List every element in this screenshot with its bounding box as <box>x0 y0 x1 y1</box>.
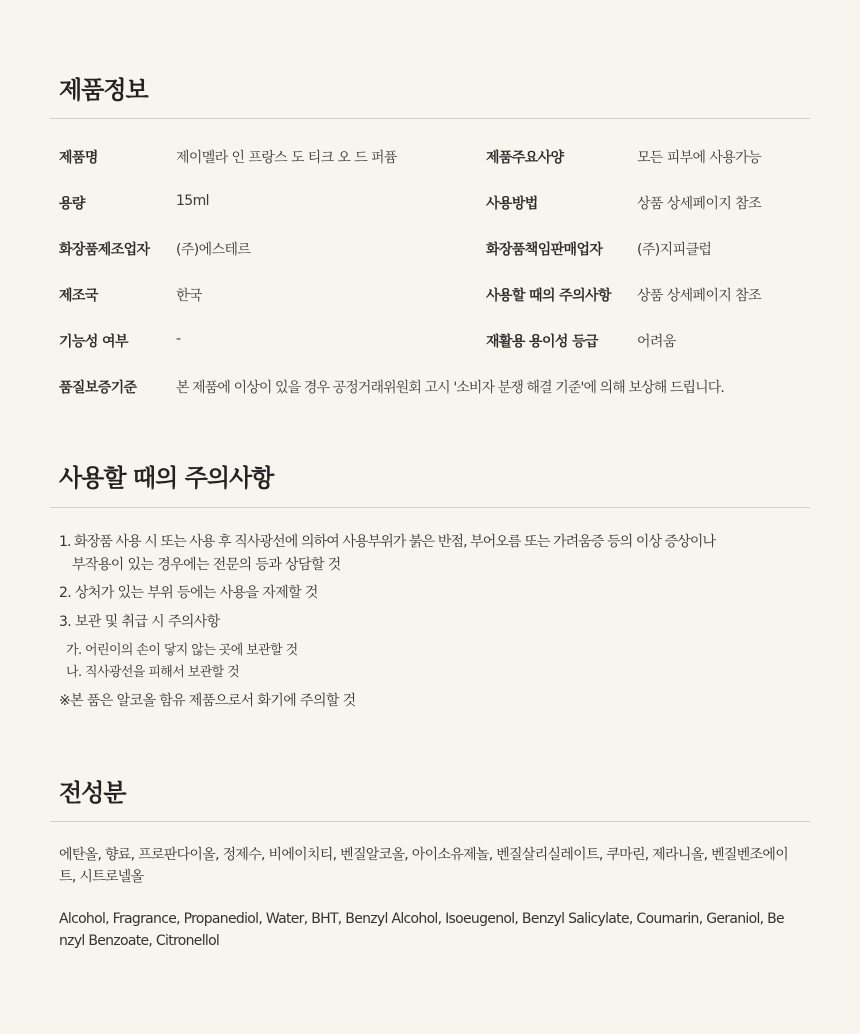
caution-item-3a: 가. 어린이의 손이 닿지 않는 곳에 보관할 것 <box>66 643 298 658</box>
spec-value: 상품 상세페이지 참조 <box>637 288 762 304</box>
spec-value: 한국 <box>176 288 202 304</box>
spec-label: 기능성 여부 <box>59 334 128 350</box>
caution-title: 사용할 때의 주의사항 <box>59 464 274 492</box>
spec-label: 제조국 <box>59 288 98 304</box>
spec-value: 어려움 <box>637 334 676 350</box>
spec-value: 제이멜라 인 프랑스 도 티크 오 드 퍼퓸 <box>176 150 397 166</box>
spec-value: 15ml <box>176 193 209 209</box>
spec-label: 제품명 <box>59 150 98 166</box>
spec-value: - <box>176 331 181 347</box>
caution-divider <box>50 507 810 508</box>
product-info-divider <box>50 118 810 119</box>
warranty-label: 품질보증기준 <box>59 380 137 396</box>
spec-label: 화장품제조업자 <box>59 242 150 258</box>
ingredients-divider <box>50 821 810 822</box>
spec-label: 사용할 때의 주의사항 <box>486 288 611 304</box>
caution-item-3b: 나. 직사광선을 피해서 보관할 것 <box>66 665 240 680</box>
spec-value: 모든 피부에 사용가능 <box>637 150 762 166</box>
spec-label: 사용방법 <box>486 196 538 212</box>
ingredients-title: 전성분 <box>59 779 126 807</box>
spec-label: 화장품책임판매업자 <box>486 242 603 258</box>
caution-item-1: 1. 화장품 사용 시 또는 사용 후 직사광선에 의하여 사용부위가 붉은 반점, 부어오름 또는 가려움증 등의 이상 증상이나 <box>59 534 716 550</box>
warranty-value: 본 제품에 이상이 있을 경우 공정거래위원회 고시 '소비자 분쟁 해결 기준'에 의해 보상해 드립니다. <box>176 380 724 396</box>
spec-label: 용량 <box>59 196 85 212</box>
ingredients-english: Alcohol, Fragrance, Propanediol, Water, BHT, Benzyl Alcohol, Isoeugenol, Benzyl Salicylate, Coumarin, Geraniol, Benzyl Benzoate, Citronellol <box>59 911 784 949</box>
ingredients-korean: 에탄올, 향료, 프로판다이올, 정제수, 비에이치티, 벤질알코올, 아이소유제놀, 벤질살리실레이트, 쿠마린, 제라니올, 벤질벤조에이트, 시트로넬올 <box>59 847 789 885</box>
caution-item-2: 2. 상처가 있는 부위 등에는 사용을 자제할 것 <box>59 585 318 601</box>
spec-value: (주)지피클럽 <box>637 242 712 258</box>
product-info-title: 제품정보 <box>59 76 148 104</box>
caution-note: ※본 품은 알코올 함유 제품으로서 화기에 주의할 것 <box>59 693 356 709</box>
spec-label: 재활용 용이성 등급 <box>486 334 598 350</box>
spec-value: (주)에스테르 <box>176 242 251 258</box>
spec-label: 제품주요사양 <box>486 150 564 166</box>
caution-item-1-cont: 부작용이 있는 경우에는 전문의 등과 상담할 것 <box>72 557 341 573</box>
caution-item-3: 3. 보관 및 취급 시 주의사항 <box>59 614 220 630</box>
spec-value: 상품 상세페이지 참조 <box>637 196 762 212</box>
